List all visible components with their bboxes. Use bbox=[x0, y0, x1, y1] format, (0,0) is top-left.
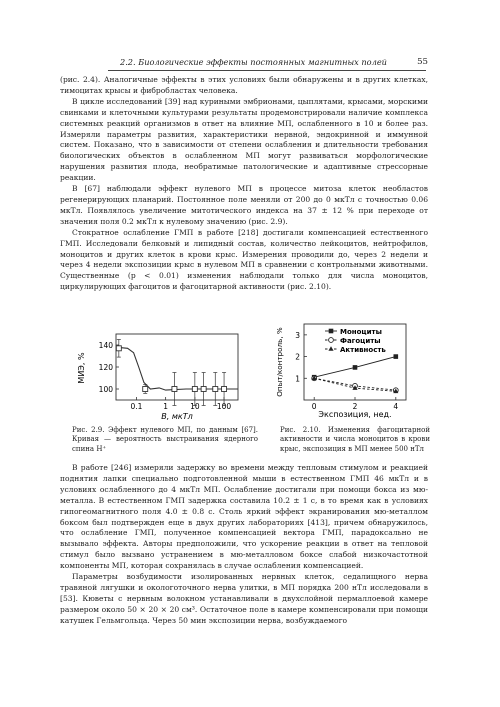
fig2-y-tick-label: 3 bbox=[295, 330, 300, 340]
fig2-y-tick-label: 1 bbox=[295, 374, 300, 384]
fig2-legend-marker bbox=[328, 346, 333, 351]
fig2-legend-label: Фагоциты bbox=[340, 336, 381, 345]
fig1-data-point bbox=[213, 387, 218, 392]
fig1-data-point bbox=[201, 387, 206, 392]
paragraph: В [67] наблюдали эффект нулевого МП в процессе митоза клеток необластов регенерирующих планарий. Постоянное поле меняли от 200 до 0 мкТл с точностью 0.06 мкТл. Появлялось увеличение митотического индекса на 37 ± 12 % при переходе от значения поля 0.2 мкТл к нулевому значению (рис. 2.9). bbox=[60, 184, 428, 226]
fig1-data-point bbox=[143, 387, 148, 392]
fig2-legend-marker bbox=[329, 329, 334, 334]
figure-2-9 bbox=[66, 322, 256, 422]
fig1-ylabel: МИЭ, % bbox=[77, 352, 86, 384]
paragraph: (рис. 2.4). Аналогичные эффекты в этих условиях были обнаружены и в других клетках, тимоцитах крысы и фибробластах человека. bbox=[60, 75, 428, 95]
fig2-legend-label: Моноциты bbox=[340, 327, 382, 336]
fig2-data-point bbox=[394, 354, 399, 359]
fig1-y-tick-label: 120 bbox=[98, 363, 113, 372]
fig2-xlabel: Экспозиция, нед. bbox=[318, 410, 392, 419]
body-text-top bbox=[60, 75, 428, 293]
figure-2-10-caption: Рис. 2.10. Изменения фагоцитарной активности и числа моноцитов в крови крыс, экспозиция в МП менее 500 нТл bbox=[280, 426, 430, 453]
page-number: 55 bbox=[417, 57, 428, 67]
fig1-data-point bbox=[192, 387, 197, 392]
fig2-x-tick-label: 0 bbox=[311, 402, 317, 411]
fig1-x-tick-label: 10 bbox=[190, 402, 200, 411]
fig2-x-tick-label: 2 bbox=[352, 402, 358, 411]
fig1-y-tick-label: 140 bbox=[98, 341, 113, 350]
paragraph: Параметры возбудимости изолированных нервных клеток, седалищного нерва травяной лягушки и окологоточного нерва улитки, в МП порядка 200 нТл исследовали в [53]. Кюветы с нервным волокном устанавливали в двухслойной пермаллоевой камере размером около 50 × 20 × 20 см³. Остаточное поле в камере компенсировали при помощи катушек Гельмгольца. Через 50 мин экспозиции нерва, возбуждаемого bbox=[60, 572, 428, 625]
fig2-ylabel: Опыт/контроль, % bbox=[275, 327, 284, 397]
fig1-x-tick-label: 0.1 bbox=[130, 402, 143, 411]
fig2-legend-marker bbox=[329, 338, 334, 343]
fig1-data-point bbox=[116, 346, 121, 351]
paragraph: В цикле исследований [39] над куриными эмбрионами, цыплятами, крысами, морскими свинками и клеточными культурами результаты продемонстрировали наличие комплекса системных реакций организмов в ответ на влияние МП, ослабленного в 10 и более раз. Измеряли параметры развития, характеристики нервной, эндокринной и иммунной систем. Показано, что в зависимости от степени ослабления и длительности требования биологических объектов в ослабленном МП могут развиваться морфологические нарушения развития плода, необратимые патологические и адаптивные стрессорные реакции. bbox=[60, 96, 428, 183]
fig1-data-point bbox=[172, 387, 177, 392]
fig2-x-tick-label: 4 bbox=[393, 402, 399, 411]
fig1-xlabel: B, мкТл bbox=[161, 412, 193, 421]
fig1-x-tick-label: 100 bbox=[216, 402, 232, 411]
figure-2-10 bbox=[272, 318, 432, 420]
fig1-y-tick-label: 100 bbox=[98, 385, 113, 394]
running-header bbox=[108, 56, 426, 71]
fig1-x-tick-label: 1 bbox=[163, 402, 169, 411]
body-text-bottom bbox=[60, 463, 428, 627]
figure-2-9-caption: Рис. 2.9. Эффект нулевого МП, по данным [67]. Кривая — вероятность выстраивания ядерного спина H⁺ bbox=[72, 426, 258, 453]
header-title: 2.2. Биологические эффекты постоянных магнитных полей bbox=[120, 57, 387, 67]
fig1-data-point bbox=[222, 387, 227, 392]
paragraph: В работе [246] измеряли задержку во времени между тепловым стимулом и реакцией поднятия лапки специально подготовленной мыши в естественном ГМП 46 мкТл и в условиях ослабленного до 4 мкТл МП. Ослабление достигали при помощи бокса из мю-металла. В естественном ГМП задержка составила 10.2 ± 1 с, в то время как в условиях гипогеомагнитного поля 4.0 ± 0.8 с. Столь яркий эффект экранирования мю-металлом боксом был подтвержден еще в двух других лабораториях [413], причем обнаружилось, что ослабление ГМП, полученное компенсацией вектора ГМП, парадоксально не вызывало эффекта. Авторы предположили, что ускорение реакции в ответ на тепловой стимул было вызвано устранением в мю-металловом боксе слабой низкочастотной компоненты МП, которая сохранялась в случае ослабления компенсацией. bbox=[60, 463, 428, 571]
fig1-curve bbox=[116, 347, 238, 390]
fig2-y-tick-label: 2 bbox=[295, 352, 300, 362]
fig2-legend-label: Активность bbox=[340, 345, 386, 354]
fig2-data-point bbox=[353, 365, 358, 370]
paragraph: Стократное ослабление ГМП в работе [218] достигали компенсацией естественного ГМП. Исследовали белковый и липидный состав, количество лейкоцитов, нейтрофилов, моноцитов и других клеток в крови крыс. Измерения проводили до, через 2 недели и через 4 недели экспозиции крыс в нулевом МП в сравнении с контрольными животными. Существенные (p < 0.01) изменения наблюдали только для числа моноцитов, циркулирующих фагоцитов и фагоцитарной активности (рис. 2.10). bbox=[60, 227, 428, 292]
